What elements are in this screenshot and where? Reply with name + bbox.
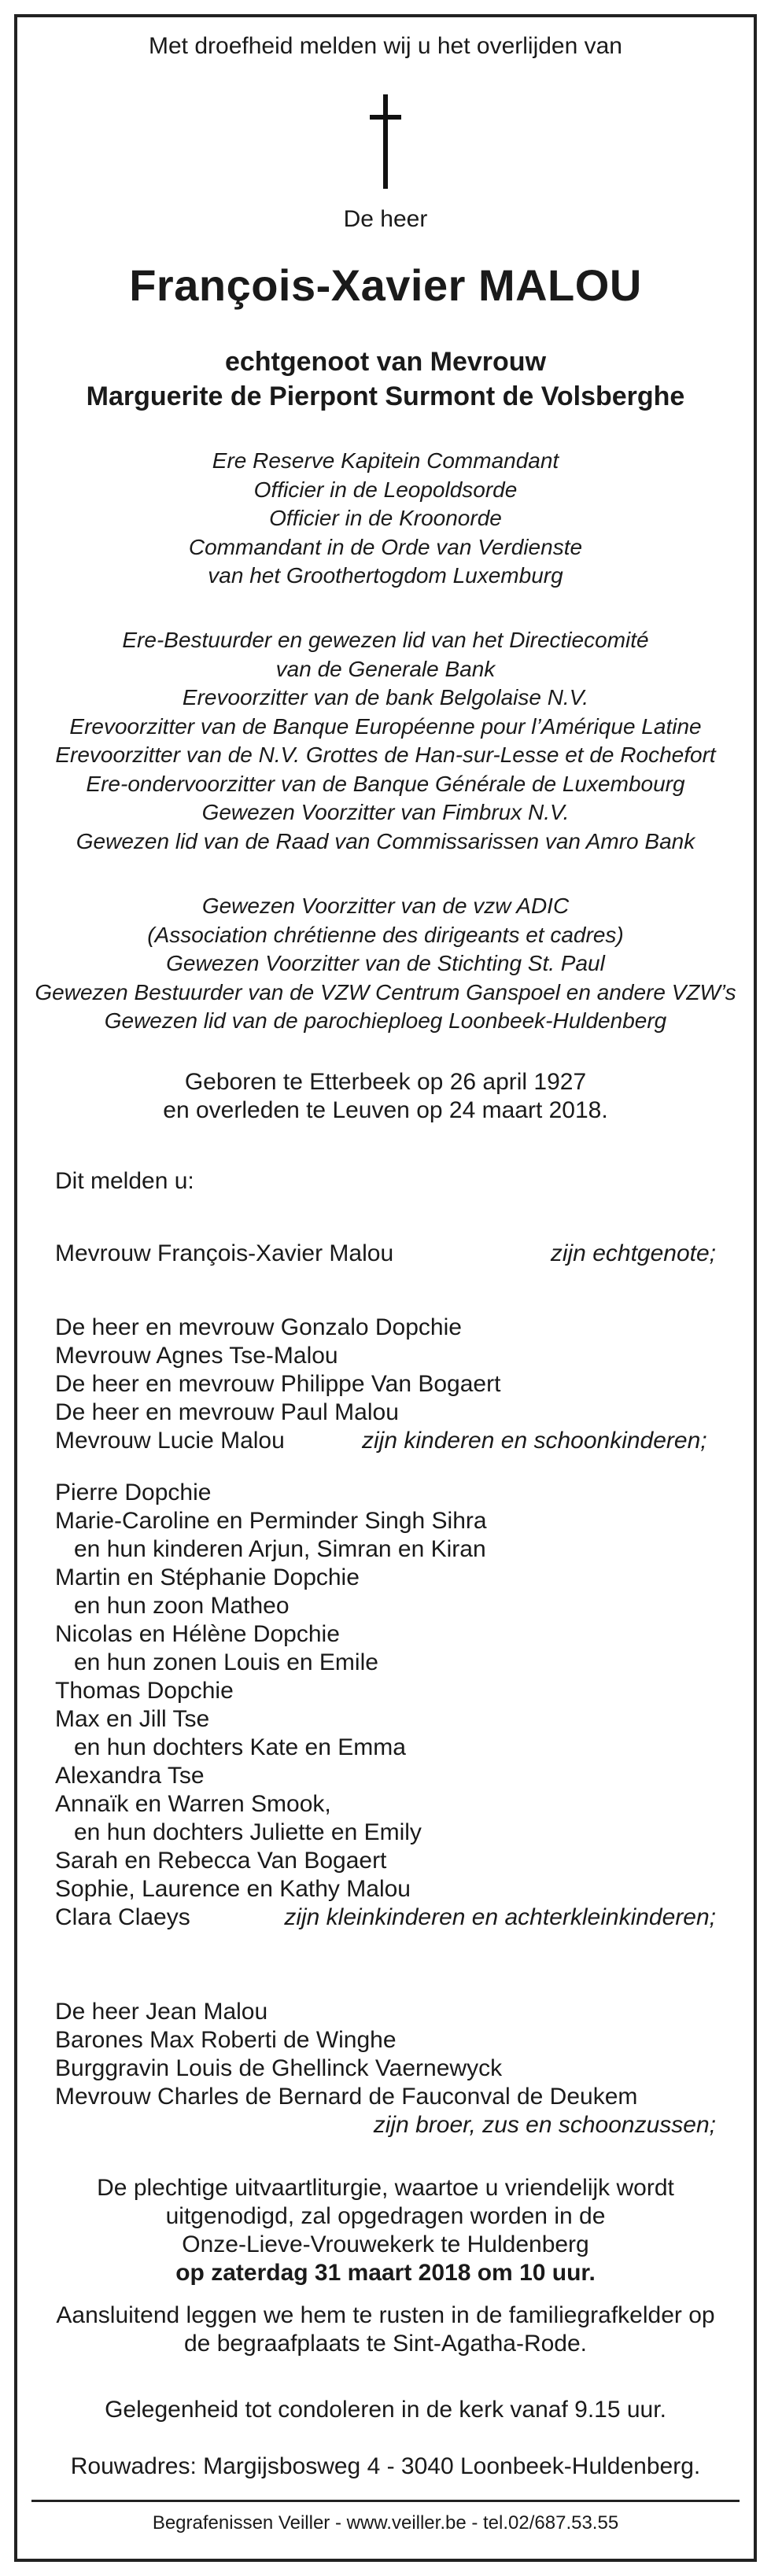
title-line: van het Groothertogdom Luxemburg xyxy=(208,563,563,588)
family-name: Pierre Dopchie xyxy=(55,1480,212,1505)
dates-block xyxy=(0,1068,771,1125)
spouse-line: Marguerite de Pierpont Surmont de Volsberghe xyxy=(86,381,685,411)
title-line: Erevoorzitter van de bank Belgolaise N.V. xyxy=(182,685,589,709)
family-name: Annaïk en Warren Smook, xyxy=(55,1791,331,1817)
funeral-date: op zaterdag 31 maart 2018 om 10 uur. xyxy=(175,2260,596,2286)
family-name: Burggravin Louis de Ghellinck Vaernewyck xyxy=(55,2055,503,2081)
deceased-name: François-Xavier MALOU xyxy=(129,260,642,310)
death-line: en overleden te Leuven op 24 maart 2018. xyxy=(163,1097,608,1123)
children-block xyxy=(55,1314,716,1455)
condolences-text: Gelegenheid tot condoleren in de kerk vanaf 9.15 uur. xyxy=(105,2397,666,2423)
title-line: Erevoorzitter van de Banque Européenne pour l’Amérique Latine xyxy=(69,713,702,739)
funeral-line: uitgenodigd, zal opgedragen worden in de xyxy=(165,2203,606,2229)
burial-line: Aansluitend leggen we hem te rusten in de familiegrafkelder op xyxy=(56,2302,715,2328)
footer-text: Begrafenissen Veiller - www.veiller.be - tel.02/687.53.55 xyxy=(152,2512,619,2534)
spouse-block xyxy=(0,345,771,414)
family-name: De heer en mevrouw Paul Malou xyxy=(55,1399,399,1425)
military-titles xyxy=(0,447,771,591)
family-name: Martin en Stéphanie Dopchie xyxy=(55,1564,360,1590)
title-line: Ere-Bestuurder en gewezen lid van het Directiecomité xyxy=(122,628,649,652)
title-line: Gewezen lid van de Raad van Commissarissen van Amro Bank xyxy=(76,828,695,853)
funeral-block xyxy=(0,2174,771,2287)
burial-block xyxy=(0,2301,771,2358)
cross-icon xyxy=(370,94,401,189)
family-name: Thomas Dopchie xyxy=(55,1678,234,1704)
family-name: Sarah en Rebecca Van Bogaert xyxy=(55,1848,387,1874)
title-line: Gewezen Voorzitter van de Stichting St. Paul xyxy=(166,951,605,975)
family-name: en hun kinderen Arjun, Simran en Kiran xyxy=(74,1536,486,1562)
family-name: en hun zoon Matheo xyxy=(74,1593,290,1619)
birth-line: Geboren te Etterbeek op 26 april 1927 xyxy=(184,1069,587,1095)
title-line: Gewezen lid van de parochieploeg Loonbeek-Huldenberg xyxy=(104,1008,667,1033)
family-name: en hun dochters Juliette en Emily xyxy=(74,1819,422,1845)
family-name: Marie-Caroline en Perminder Singh Sihra xyxy=(55,1508,487,1534)
spouse-line: echtgenoot van Mevrouw xyxy=(224,347,547,377)
title-line: Commandant in de Orde van Verdienste xyxy=(188,534,583,559)
family-name: Mevrouw Agnes Tse-Malou xyxy=(55,1343,338,1369)
title-prefix: De heer xyxy=(343,206,428,232)
title-line: Officier in de Leopoldsorde xyxy=(253,477,518,502)
family-name: Clara Claeys xyxy=(55,1904,190,1930)
intro-text: Met droefheid melden wij u het overlijden van xyxy=(148,33,622,59)
siblings-block xyxy=(55,1998,716,2139)
family-name: Sophie, Laurence en Kathy Malou xyxy=(55,1876,411,1902)
footer-divider xyxy=(31,2500,740,2502)
family-name: en hun dochters Kate en Emma xyxy=(74,1734,406,1760)
family-name: en hun zonen Louis en Emile xyxy=(74,1649,378,1675)
family-name: Max en Jill Tse xyxy=(55,1706,210,1732)
funeral-line: De plechtige uitvaartliturgie, waartoe u vriendelijk wordt xyxy=(97,2175,674,2201)
civic-titles xyxy=(0,892,771,1036)
widow-block xyxy=(55,1240,716,1268)
widow-name: Mevrouw François-Xavier Malou xyxy=(55,1240,394,1266)
title-line: Officier in de Kroonorde xyxy=(269,506,502,530)
children-relation: zijn kinderen en schoonkinderen; xyxy=(362,1428,707,1454)
family-name: Barones Max Roberti de Winghe xyxy=(55,2027,397,2053)
family-name: Alexandra Tse xyxy=(55,1763,205,1789)
title-line: van de Generale Bank xyxy=(275,656,496,681)
title-line: Gewezen Voorzitter van Fimbrux N.V. xyxy=(201,800,570,824)
funeral-line: Onze-Lieve-Vrouwekerk te Huldenberg xyxy=(182,2231,589,2257)
address-text: Rouwadres: Margijsbosweg 4 - 3040 Loonbeek-Huldenberg. xyxy=(70,2453,701,2479)
family-name: De heer en mevrouw Gonzalo Dopchie xyxy=(55,1314,462,1340)
widow-relation: zijn echtgenote; xyxy=(550,1240,716,1266)
grandchildren-relation: zijn kleinkinderen en achterkleinkinderen; xyxy=(284,1904,716,1930)
burial-line: de begraafplaats te Sint-Agatha-Rode. xyxy=(183,2331,587,2357)
siblings-relation: zijn broer, zus en schoonzussen; xyxy=(373,2112,716,2138)
grandchildren-block xyxy=(55,1479,735,1932)
family-name: De heer en mevrouw Philippe Van Bogaert xyxy=(55,1371,501,1397)
family-name: Mevrouw Charles de Bernard de Fauconval de Deukem xyxy=(55,2084,638,2110)
family-name: Nicolas en Hélène Dopchie xyxy=(55,1621,340,1647)
title-line: Ere Reserve Kapitein Commandant xyxy=(212,448,559,473)
family-name: De heer Jean Malou xyxy=(55,1999,268,2025)
business-titles xyxy=(0,626,771,856)
family-name: Mevrouw Lucie Malou xyxy=(55,1428,285,1454)
title-line: Gewezen Bestuurder van de VZW Centrum Ganspoel en andere VZW’s xyxy=(35,979,736,1004)
title-line: Gewezen Voorzitter van de vzw ADIC xyxy=(201,894,570,918)
title-line: Ere-ondervoorzitter van de Banque Générale de Luxembourg xyxy=(86,771,685,796)
title-line: Erevoorzitter van de N.V. Grottes de Han-sur-Lesse et de Rochefort xyxy=(55,743,716,767)
title-line: (Association chrétienne des dirigeants et cadres) xyxy=(147,922,624,947)
announce-text: Dit melden u: xyxy=(55,1168,194,1194)
